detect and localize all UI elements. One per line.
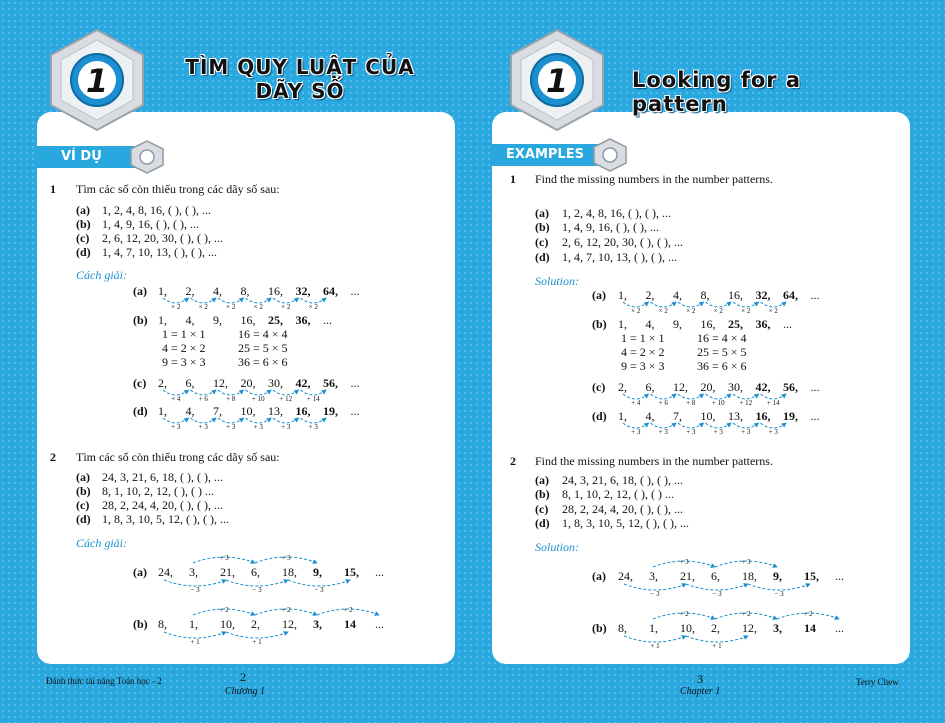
s1c-op-3: + 10	[251, 395, 265, 403]
s1b-left-line-1: 4 = 2 × 2	[621, 345, 665, 359]
p2-item-c: 28, 2, 24, 4, 20, ( ), ( ), ...	[562, 502, 683, 516]
s2b-value-3: 2,	[251, 617, 260, 631]
p1-label-b: (b)	[535, 220, 550, 234]
s1b-right-line-0: 16 = 4 × 4	[697, 331, 747, 345]
s1d-value-6: 19,	[323, 404, 338, 418]
p1-label-a: (a)	[535, 206, 549, 220]
s1a-value-1: 2,	[645, 288, 655, 302]
p1-label-c: (c)	[535, 235, 549, 249]
problem-1-text: Find the missing numbers in the number patterns.	[535, 172, 773, 186]
footer-author: Terry Chew	[856, 677, 899, 687]
s2b-bottom-op-1: + 1	[712, 642, 722, 650]
s1b-value-1: 4,	[185, 313, 195, 327]
s2a-top-op-0: + 3	[219, 554, 229, 562]
s1c-value-4: 30,	[728, 380, 743, 394]
p1-label-a: (a)	[76, 203, 90, 217]
s2a-value-1: 3,	[189, 565, 198, 579]
s1a-label: (a)	[133, 284, 147, 298]
s2a-value-2: 21,	[680, 569, 695, 583]
s1c-value-6: 56,	[783, 380, 798, 394]
problem-1-text: Tìm các số còn thiếu trong các dãy số sau:	[76, 182, 280, 196]
s1c-op-5: + 14	[306, 395, 320, 403]
s2a-value-7: ...	[375, 565, 384, 579]
s1a-op-1: × 2	[198, 303, 208, 311]
s2b-value-5: 3,	[313, 617, 322, 631]
s1c-op-4: + 12	[279, 395, 293, 403]
s1c-value-6: 56,	[323, 376, 338, 390]
s1a-op-2: × 2	[226, 303, 236, 311]
s1d-value-7: ...	[350, 404, 360, 418]
s1a-value-0: 1,	[618, 288, 627, 302]
s2a-value-1: 3,	[649, 569, 658, 583]
left-page	[0, 0, 472, 723]
s1b-label: (b)	[133, 313, 148, 327]
s1c-value-2: 12,	[673, 380, 688, 394]
s1c-value-0: 2,	[158, 376, 167, 390]
p2-label-c: (c)	[535, 502, 549, 516]
s1a-value-5: 32,	[295, 284, 311, 298]
p2-label-d: (d)	[535, 516, 550, 530]
problem-2-number: 2	[510, 454, 516, 468]
s1d-op-4: + 3	[281, 423, 291, 431]
s2b-value-2: 10,	[220, 617, 235, 631]
s1b-value-0: 1,	[618, 317, 627, 331]
solution-label-2: Cách giải:	[76, 536, 127, 550]
hex-nut-icon	[129, 140, 165, 174]
s2a-bottom-op-2: − 3	[774, 590, 784, 598]
s1d-value-1: 4,	[185, 404, 195, 418]
s1a-value-2: 4,	[673, 288, 682, 302]
chapter-hex-badge	[47, 28, 147, 132]
s1b-value-2: 9,	[673, 317, 682, 331]
s2b-label: (b)	[592, 621, 607, 635]
s2a-label: (a)	[133, 565, 147, 579]
s1c-value-5: 42,	[295, 376, 311, 390]
content-panel	[492, 112, 910, 664]
s2b-value-0: 8,	[618, 621, 627, 635]
footer-book-title: Đánh thức tài năng Toán học - 2	[46, 676, 162, 686]
s1b-value-4: 25,	[728, 317, 743, 331]
s2b-bottom-op-1: + 1	[252, 638, 262, 646]
s1c-value-7: ...	[350, 376, 360, 390]
problem-1-number: 1	[50, 182, 56, 196]
p1-label-d: (d)	[535, 250, 550, 264]
s1a-value-6: 64,	[783, 288, 798, 302]
s2a-value-0: 24,	[158, 565, 173, 579]
chapter-title	[150, 55, 450, 103]
s1a-op-1: × 2	[658, 307, 668, 315]
p1-item-c: 2, 6, 12, 20, 30, ( ), ( ), ...	[102, 231, 223, 245]
s1d-op-5: + 3	[308, 423, 318, 431]
s1b-left-line-2: 9 = 3 × 3	[621, 359, 665, 373]
s1c-op-2: + 8	[686, 399, 696, 407]
s1c-value-5: 42,	[755, 380, 771, 394]
s1b-right-line-2: 36 = 6 × 6	[238, 355, 288, 369]
s2a-top-op-1: + 3	[281, 554, 291, 562]
p1-label-c: (c)	[76, 231, 90, 245]
s1c-value-3: 20,	[240, 376, 256, 390]
s1d-op-0: + 3	[631, 428, 641, 436]
problem-2-text: Tìm các số còn thiếu trong các dãy số sau:	[76, 450, 280, 464]
p2-label-c: (c)	[76, 498, 90, 512]
s2a-value-7: ...	[835, 569, 844, 583]
s1a-op-5: × 2	[308, 303, 318, 311]
s2b-top-op-2: + 2	[343, 606, 353, 614]
s1a-value-6: 64,	[323, 284, 338, 298]
s1b-value-3: 16,	[240, 313, 256, 327]
p1-item-d: 1, 4, 7, 10, 13, ( ), ( ), ...	[562, 250, 677, 264]
s1a-op-4: × 2	[281, 303, 291, 311]
s1c-op-4: + 12	[739, 399, 753, 407]
chapter-hex-badge	[507, 28, 607, 132]
s1d-value-0: 1,	[158, 404, 167, 418]
s1b-right-line-1: 25 = 5 × 5	[697, 345, 747, 359]
s1c-op-5: + 14	[766, 399, 780, 407]
s1d-value-3: 10,	[240, 404, 256, 418]
s1d-value-3: 10,	[700, 409, 716, 423]
s1d-value-1: 4,	[645, 409, 655, 423]
s1d-op-1: + 3	[198, 423, 208, 431]
p1-item-c: 2, 6, 12, 20, 30, ( ), ( ), ...	[562, 235, 683, 249]
p1-label-b: (b)	[76, 217, 91, 231]
s2b-value-7: ...	[375, 617, 384, 631]
s1b-right-line-1: 25 = 5 × 5	[238, 341, 288, 355]
s1c-op-0: + 4	[631, 399, 641, 407]
s1d-op-4: + 3	[741, 428, 751, 436]
s1d-op-3: + 3	[713, 428, 723, 436]
title-line-2: DÃY SỐ	[255, 79, 345, 103]
footer-chapter: Chapter 1	[680, 686, 721, 697]
s2b-bottom-op-0: + 1	[190, 638, 200, 646]
s1b-right-line-0: 16 = 4 × 4	[238, 327, 288, 341]
p1-label-d: (d)	[76, 245, 91, 259]
s1b-value-5: 36,	[755, 317, 771, 331]
s2a-top-op-0: + 3	[679, 558, 689, 566]
s2a-value-5: 9,	[773, 569, 782, 583]
chapter-number: 1	[85, 62, 109, 100]
s2b-bottom-op-0: + 1	[650, 642, 660, 650]
s1a-op-0: × 2	[631, 307, 641, 315]
s1c-op-2: + 8	[226, 395, 236, 403]
hex-nut-icon	[592, 138, 628, 172]
s2b-top-op-0: + 2	[679, 610, 689, 618]
title-line-1: TÌM QUY LUẬT CỦA	[185, 55, 415, 79]
s1d-value-4: 13,	[728, 409, 743, 423]
solution-label-2: Solution:	[535, 540, 579, 554]
s1a-value-2: 4,	[213, 284, 222, 298]
p2-item-d: 1, 8, 3, 10, 5, 12, ( ), ( ), ...	[562, 516, 689, 530]
chapter-title: Looking for a pattern	[632, 68, 802, 116]
s1d-value-6: 19,	[783, 409, 798, 423]
s1c-op-1: + 6	[658, 399, 668, 407]
s1a-op-2: × 2	[686, 307, 696, 315]
s2b-top-op-1: + 2	[281, 606, 291, 614]
s2a-bottom-op-2: − 3	[314, 586, 324, 594]
s2a-value-3: 6,	[251, 565, 260, 579]
s1d-op-2: + 3	[686, 428, 696, 436]
right-page	[472, 0, 944, 723]
s2a-label: (a)	[592, 569, 606, 583]
s1a-value-1: 2,	[185, 284, 195, 298]
s2a-value-2: 21,	[220, 565, 235, 579]
s1d-value-2: 7,	[213, 404, 222, 418]
s1b-value-6: ...	[783, 317, 792, 331]
s1a-value-0: 1,	[158, 284, 167, 298]
p1-item-a: 1, 2, 4, 8, 16, ( ), ( ), ...	[102, 203, 211, 217]
p2-item-c: 28, 2, 24, 4, 20, ( ), ( ), ...	[102, 498, 223, 512]
s2a-value-6: 15,	[804, 569, 819, 583]
p1-item-b: 1, 4, 9, 16, ( ), ( ), ...	[562, 220, 659, 234]
s1a-value-4: 16,	[728, 288, 743, 302]
s2a-value-6: 15,	[344, 565, 359, 579]
problem-1-number: 1	[510, 172, 516, 186]
s1c-label: (c)	[133, 376, 147, 390]
s2a-bottom-op-1: − 3	[252, 586, 262, 594]
s1c-value-7: ...	[810, 380, 820, 394]
s1b-value-0: 1,	[158, 313, 167, 327]
s2b-value-4: 12,	[282, 617, 297, 631]
s1b-value-1: 4,	[645, 317, 655, 331]
s2b-top-op-1: + 2	[741, 610, 751, 618]
s2a-bottom-op-1: − 3	[712, 590, 722, 598]
section-label: EXAMPLES	[492, 144, 598, 166]
p2-label-b: (b)	[535, 487, 550, 501]
s1c-label: (c)	[592, 380, 606, 394]
s1c-op-3: + 10	[711, 399, 725, 407]
s1b-value-4: 25,	[268, 313, 283, 327]
solution-label: Cách giải:	[76, 268, 127, 282]
problem-2-number: 2	[50, 450, 56, 464]
s1a-label: (a)	[592, 288, 606, 302]
s2a-bottom-op-0: − 3	[190, 586, 200, 594]
s1d-label: (d)	[133, 404, 148, 418]
s1a-op-5: × 2	[768, 307, 778, 315]
p2-item-d: 1, 8, 3, 10, 5, 12, ( ), ( ), ...	[102, 512, 229, 526]
p2-label-b: (b)	[76, 484, 91, 498]
p2-item-a: 24, 3, 21, 6, 18, ( ), ( ), ...	[562, 473, 683, 487]
s2b-value-6: 14	[804, 621, 816, 635]
chapter-number: 1	[545, 62, 569, 100]
p1-item-d: 1, 4, 7, 10, 13, ( ), ( ), ...	[102, 245, 217, 259]
s1d-value-2: 7,	[673, 409, 682, 423]
p2-label-d: (d)	[76, 512, 91, 526]
s1b-value-5: 36,	[295, 313, 311, 327]
s1d-value-5: 16,	[295, 404, 311, 418]
s1c-value-2: 12,	[213, 376, 228, 390]
p2-item-b: 8, 1, 10, 2, 12, ( ), ( ) ...	[102, 484, 214, 498]
s1b-left-line-0: 1 = 1 × 1	[162, 327, 206, 341]
section-label: VÍ DỤ	[37, 146, 153, 168]
s1d-op-2: + 3	[226, 423, 236, 431]
s1a-op-3: × 2	[713, 307, 723, 315]
s1b-right-line-2: 36 = 6 × 6	[697, 359, 747, 373]
p2-item-a: 24, 3, 21, 6, 18, ( ), ( ), ...	[102, 470, 223, 484]
p2-label-a: (a)	[76, 470, 90, 484]
s2b-value-1: 1,	[189, 617, 198, 631]
s1d-op-5: + 3	[768, 428, 778, 436]
s2b-value-2: 10,	[680, 621, 695, 635]
s1a-value-5: 32,	[755, 288, 771, 302]
s1b-value-2: 9,	[213, 313, 222, 327]
solution-label: Solution:	[535, 274, 579, 288]
s2a-value-4: 18,	[742, 569, 757, 583]
s1b-value-6: ...	[323, 313, 332, 327]
s1d-value-0: 1,	[618, 409, 627, 423]
s2b-top-op-2: + 2	[803, 610, 813, 618]
s1d-value-5: 16,	[755, 409, 771, 423]
s2a-bottom-op-0: − 3	[650, 590, 660, 598]
p1-item-b: 1, 4, 9, 16, ( ), ( ), ...	[102, 217, 199, 231]
s1a-value-4: 16,	[268, 284, 283, 298]
s1a-value-7: ...	[350, 284, 360, 298]
s1a-value-3: 8,	[700, 288, 710, 302]
s1b-value-3: 16,	[700, 317, 716, 331]
s1c-value-1: 6,	[185, 376, 195, 390]
s2a-top-op-1: + 3	[741, 558, 751, 566]
s1a-value-3: 8,	[240, 284, 250, 298]
s2a-value-3: 6,	[711, 569, 720, 583]
s1c-value-0: 2,	[618, 380, 627, 394]
s2a-value-5: 9,	[313, 565, 322, 579]
s2b-top-op-0: + 2	[219, 606, 229, 614]
footer-chapter: Chương 1	[225, 686, 265, 697]
s2b-value-1: 1,	[649, 621, 658, 635]
s1b-left-line-2: 9 = 3 × 3	[162, 355, 206, 369]
s1b-label: (b)	[592, 317, 607, 331]
s1a-op-0: × 2	[171, 303, 181, 311]
s1c-op-1: + 6	[198, 395, 208, 403]
s1d-op-1: + 3	[658, 428, 668, 436]
s2a-value-0: 24,	[618, 569, 633, 583]
s1d-label: (d)	[592, 409, 607, 423]
s1a-op-3: × 2	[253, 303, 263, 311]
s1d-op-3: + 3	[253, 423, 263, 431]
s1b-left-line-0: 1 = 1 × 1	[621, 331, 665, 345]
s2b-value-0: 8,	[158, 617, 167, 631]
s1d-value-4: 13,	[268, 404, 283, 418]
s2b-value-7: ...	[835, 621, 844, 635]
s1c-op-0: + 4	[171, 395, 181, 403]
s1a-op-4: × 2	[741, 307, 751, 315]
s2b-label: (b)	[133, 617, 148, 631]
page-number: 3	[697, 672, 703, 686]
s1d-op-0: + 3	[171, 423, 181, 431]
s1b-left-line-1: 4 = 2 × 2	[162, 341, 206, 355]
s2a-value-4: 18,	[282, 565, 297, 579]
s2b-value-3: 2,	[711, 621, 720, 635]
p1-item-a: 1, 2, 4, 8, 16, ( ), ( ), ...	[562, 206, 671, 220]
s1a-value-7: ...	[810, 288, 820, 302]
p2-label-a: (a)	[535, 473, 549, 487]
s2b-value-5: 3,	[773, 621, 782, 635]
p2-item-b: 8, 1, 10, 2, 12, ( ), ( ) ...	[562, 487, 674, 501]
page-number: 2	[240, 670, 246, 684]
s2b-value-4: 12,	[742, 621, 757, 635]
s1d-value-7: ...	[810, 409, 820, 423]
s1c-value-4: 30,	[268, 376, 283, 390]
s1c-value-1: 6,	[645, 380, 655, 394]
problem-2-text: Find the missing numbers in the number patterns.	[535, 454, 773, 468]
s2b-value-6: 14	[344, 617, 356, 631]
s1c-value-3: 20,	[700, 380, 716, 394]
